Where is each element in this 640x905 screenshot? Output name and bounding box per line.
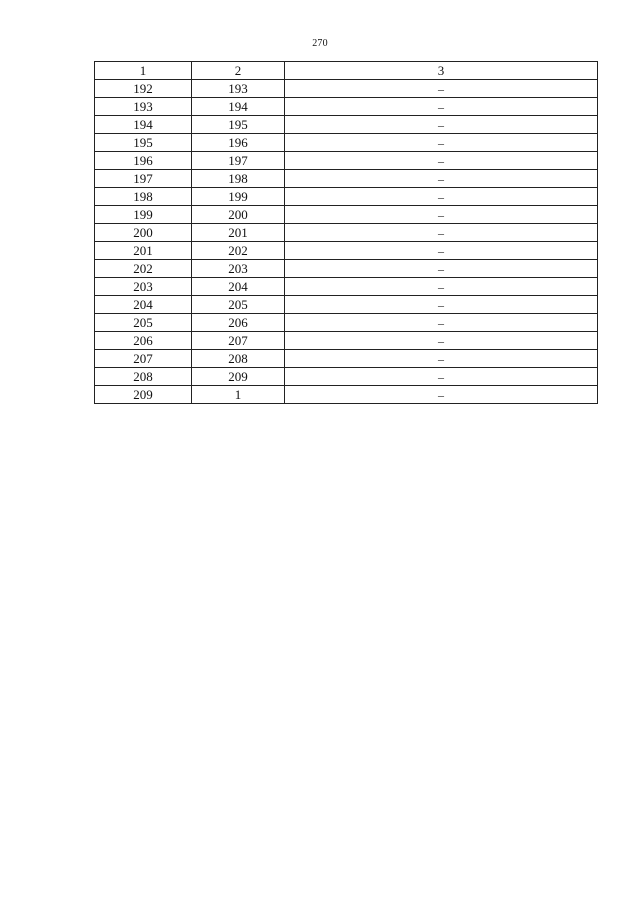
page-number: 270 xyxy=(312,38,328,49)
table-cell-col-2: 197 xyxy=(192,152,285,170)
table-cell-col-1: 209 xyxy=(95,386,192,404)
table-row xyxy=(95,350,598,368)
table-cell-col-3: – xyxy=(285,188,598,206)
table-cell-col-1: 203 xyxy=(95,278,192,296)
table-cell-col-1: 199 xyxy=(95,206,192,224)
table-cell-col-3: – xyxy=(285,224,598,242)
table-header-row xyxy=(95,62,598,80)
column-header-1: 1 xyxy=(95,62,192,80)
table-cell-col-3: – xyxy=(285,296,598,314)
table-row xyxy=(95,260,598,278)
table-cell-col-2: 205 xyxy=(192,296,285,314)
table-cell-col-2: 204 xyxy=(192,278,285,296)
table-cell-col-2: 200 xyxy=(192,206,285,224)
table-row xyxy=(95,278,598,296)
table-row xyxy=(95,170,598,188)
table-row xyxy=(95,188,598,206)
table-cell-col-3: – xyxy=(285,134,598,152)
table-cell-col-2: 196 xyxy=(192,134,285,152)
table-cell-col-1: 198 xyxy=(95,188,192,206)
table-row xyxy=(95,314,598,332)
table-cell-col-2: 198 xyxy=(192,170,285,188)
table-cell-col-3: – xyxy=(285,152,598,170)
table-cell-col-2: 195 xyxy=(192,116,285,134)
table-row xyxy=(95,368,598,386)
table-row xyxy=(95,152,598,170)
table-body xyxy=(95,80,598,404)
table-cell-col-2: 209 xyxy=(192,368,285,386)
table-row xyxy=(95,224,598,242)
table-cell-col-1: 201 xyxy=(95,242,192,260)
table-cell-col-2: 203 xyxy=(192,260,285,278)
table-cell-col-1: 208 xyxy=(95,368,192,386)
table-cell-col-1: 204 xyxy=(95,296,192,314)
table-cell-col-3: – xyxy=(285,170,598,188)
table-cell-col-1: 197 xyxy=(95,170,192,188)
table-cell-col-3: – xyxy=(285,242,598,260)
table-cell-col-2: 193 xyxy=(192,80,285,98)
data-table xyxy=(94,61,598,404)
table-cell-col-2: 202 xyxy=(192,242,285,260)
table-cell-col-3: – xyxy=(285,332,598,350)
table-cell-col-1: 194 xyxy=(95,116,192,134)
table-cell-col-2: 201 xyxy=(192,224,285,242)
table-cell-col-3: – xyxy=(285,98,598,116)
table-cell-col-2: 1 xyxy=(192,386,285,404)
table-row xyxy=(95,242,598,260)
table-cell-col-1: 202 xyxy=(95,260,192,278)
table-cell-col-2: 194 xyxy=(192,98,285,116)
table-cell-col-1: 196 xyxy=(95,152,192,170)
table-cell-col-3: – xyxy=(285,350,598,368)
table-cell-col-3: – xyxy=(285,116,598,134)
table-cell-col-1: 192 xyxy=(95,80,192,98)
table-row xyxy=(95,134,598,152)
table-cell-col-1: 207 xyxy=(95,350,192,368)
table-cell-col-1: 195 xyxy=(95,134,192,152)
table-row xyxy=(95,80,598,98)
table-cell-col-2: 207 xyxy=(192,332,285,350)
table-row xyxy=(95,332,598,350)
table-cell-col-3: – xyxy=(285,368,598,386)
table-cell-col-2: 208 xyxy=(192,350,285,368)
table-cell-col-3: – xyxy=(285,278,598,296)
table-cell-col-3: – xyxy=(285,260,598,278)
table-cell-col-1: 205 xyxy=(95,314,192,332)
table-row xyxy=(95,98,598,116)
table-cell-col-3: – xyxy=(285,314,598,332)
table-cell-col-1: 193 xyxy=(95,98,192,116)
table-cell-col-2: 199 xyxy=(192,188,285,206)
table-row xyxy=(95,206,598,224)
table-cell-col-3: – xyxy=(285,80,598,98)
column-header-3: 3 xyxy=(285,62,598,80)
table-cell-col-1: 200 xyxy=(95,224,192,242)
table-cell-col-2: 206 xyxy=(192,314,285,332)
table-row xyxy=(95,386,598,404)
column-header-2: 2 xyxy=(192,62,285,80)
table-cell-col-3: – xyxy=(285,206,598,224)
table-cell-col-1: 206 xyxy=(95,332,192,350)
table-row xyxy=(95,116,598,134)
table-cell-col-3: – xyxy=(285,386,598,404)
table-row xyxy=(95,296,598,314)
